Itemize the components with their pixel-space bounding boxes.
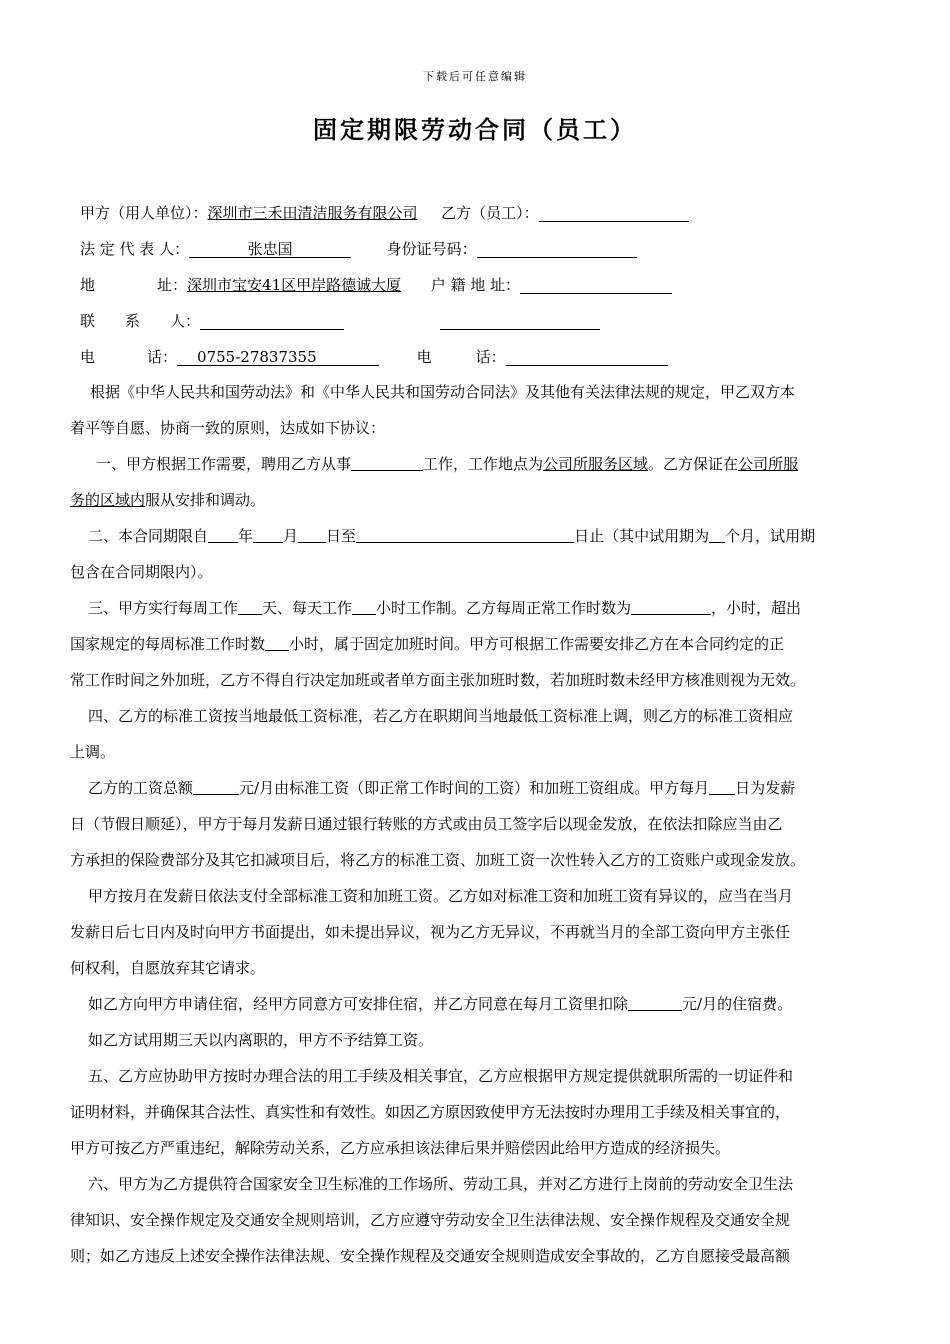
phone-value: 0755-27837355 bbox=[177, 349, 379, 366]
party-a-name: 深圳市三禾田清洁服务有限公司 bbox=[207, 204, 418, 222]
contact-label: 联 系 人： bbox=[80, 312, 201, 330]
housing-fee-blank[interactable] bbox=[628, 996, 682, 1011]
wage-line-1: 乙方的工资总额 元/月由标准工资（即正常工作时间的工资）和加班工资组成。甲方每月 日为发薪 bbox=[88, 779, 796, 797]
clause-4-line-2: 上调。 bbox=[70, 743, 116, 761]
phone-b-label-2: 话： bbox=[475, 348, 506, 366]
clause-4-line-1: 四、乙方的标准工资按当地最低工资标准，若乙方在职期间当地最低工资标准上调，则乙方的标准工资相应 bbox=[88, 707, 794, 725]
wage-dispute-line-1: 甲方按月在发薪日依法支付全部标准工资和加班工资。乙方如对标准工资和加班工资有异议的，应当在当月 bbox=[88, 887, 794, 905]
clause-3-line-1: 三、甲方实行每周工作 天、每天工作 小时工作制。乙方每周正常工作时数为 ，小时，超出 bbox=[88, 599, 802, 617]
wage-total-blank[interactable] bbox=[193, 780, 239, 795]
probation-blank[interactable] bbox=[709, 528, 725, 543]
legal-rep-label: 法 定 代 表 人： bbox=[80, 240, 190, 258]
intro-line-2: 着平等自愿、协商一致的原则，达成如下协议： bbox=[70, 419, 386, 437]
id-label: 身份证号码： bbox=[386, 240, 477, 258]
job-blank[interactable] bbox=[351, 456, 423, 471]
contact-blank-a[interactable] bbox=[200, 313, 344, 330]
clause-6-line-2: 律知识、安全操作规定及交通安全规则培训，乙方应遵守劳动安全卫生法律法规、安全操作规程及交通安全规 bbox=[70, 1211, 791, 1229]
intro-line-1: 根据《中华人民共和国劳动法》和《中华人民共和国劳动合同法》及其他有关法律法规的规定，甲乙双方本 bbox=[90, 383, 796, 401]
clause-3-line-3: 常工作时间之外加班，乙方不得自行决定加班或者单方面主张加班时数，若加班时数未经甲方核准则视为无效。 bbox=[70, 671, 806, 689]
days-blank[interactable] bbox=[238, 600, 262, 615]
contact-row bbox=[80, 310, 600, 331]
start-day-blank[interactable] bbox=[298, 528, 326, 543]
standard-hours-blank[interactable] bbox=[265, 636, 289, 651]
clause-1-line-1: 一、甲方根据工作需要，聘用乙方从事 工作，工作地点为公司所服务区域。乙方保证在公司所服 bbox=[96, 455, 799, 473]
clause-6-line-3: 则；如乙方违反上述安全操作法律法规、安全操作规程及交通安全规则造成安全事故的，乙方自愿接受最高额 bbox=[70, 1247, 791, 1265]
party-a-row bbox=[80, 202, 689, 223]
payday-blank[interactable] bbox=[709, 780, 735, 795]
party-b-name-blank[interactable] bbox=[539, 205, 689, 222]
housing-line: 如乙方向甲方申请住宿，经甲方同意方可安排住宿，并乙方同意在每月工资里扣除 元/月的住宿费。 bbox=[88, 995, 793, 1013]
start-month-blank[interactable] bbox=[253, 528, 283, 543]
id-number-blank[interactable] bbox=[477, 241, 637, 258]
clause-5-line-3: 甲方可按乙方严重违纪，解除劳动关系，乙方应承担该法律后果并赔偿因此给甲方造成的经济损失。 bbox=[70, 1139, 731, 1157]
clause-2-line-1: 二、本合同期限自 年 月 日至 日止（其中试用期为 个月，试用期 bbox=[88, 527, 816, 545]
wage-dispute-line-3: 何权利，自愿放弃其它请求。 bbox=[70, 959, 266, 977]
clause-6-line-1: 六、甲方为乙方提供符合国家安全卫生标准的工作场所、劳动工具，并对乙方进行上岗前的劳动安全卫生法 bbox=[88, 1175, 794, 1193]
phone-label-2: 话： bbox=[147, 348, 178, 366]
clause-2-line-2: 包含在合同期限内）。 bbox=[70, 563, 213, 581]
hours-blank[interactable] bbox=[352, 600, 376, 615]
contact-blank-b[interactable] bbox=[440, 313, 600, 330]
legal-rep-row bbox=[80, 238, 637, 259]
clause-5-line-1: 五、乙方应协助甲方按时办理合法的用工手续及相关事宜，乙方应根据甲方规定提供就职所需的一切证件和 bbox=[88, 1067, 794, 1085]
clause-1-line-2: 务的区域内服从安排和调动。 bbox=[70, 491, 266, 509]
document-title: 固定期限劳动合同（员工） bbox=[313, 116, 637, 144]
address-label-2: 址： bbox=[157, 276, 188, 294]
clause-5-line-2: 证明材料，并确保其合法性、真实性和有效性。如因乙方原因致使甲方无法按时办理用工手续及相关事宜的， bbox=[70, 1103, 791, 1121]
household-blank[interactable] bbox=[520, 277, 672, 294]
contract-body bbox=[70, 374, 880, 1274]
probation-leave-line: 如乙方试用期三天以内离职的，甲方不予结算工资。 bbox=[88, 1031, 434, 1049]
wage-line-2: 日（节假日顺延），甲方于每月发薪日通过银行转账的方式或由员工签字后以现金发放，在依法扣除应当由乙 bbox=[70, 815, 783, 833]
phone-b-label-1: 电 bbox=[416, 348, 432, 366]
household-label: 户 籍 地 址： bbox=[430, 276, 520, 294]
weekly-hours-blank[interactable] bbox=[631, 600, 711, 615]
end-date-blank[interactable] bbox=[356, 528, 574, 543]
phone-b-blank[interactable] bbox=[506, 349, 668, 366]
party-b-label: 乙方（员工）： bbox=[441, 204, 539, 222]
address-row bbox=[80, 274, 672, 295]
phone-row bbox=[80, 346, 668, 367]
wage-dispute-line-2: 发薪日后七日内及时向甲方书面提出，如未提出异议，视为乙方无异议，不再就当月的全部工资向甲方主张任 bbox=[70, 923, 791, 941]
address-label-1: 地 bbox=[80, 276, 96, 294]
clause-3-line-2: 国家规定的每周标准工作时数 小时，属于固定加班时间。甲方可根据工作需要安排乙方在本合同约定的正 bbox=[70, 635, 785, 653]
legal-rep-name: 张忠国 bbox=[189, 241, 351, 258]
header-note: 下载后可任意编辑 bbox=[423, 70, 527, 83]
party-a-label: 甲方（用人单位）： bbox=[80, 204, 208, 222]
wage-line-3: 方承担的保险费部分及其它扣减项目后，将乙方的标准工资、加班工资一次性转入乙方的工资账户或现金发放。 bbox=[70, 851, 806, 869]
phone-label-1: 电 bbox=[80, 348, 96, 366]
start-year-blank[interactable] bbox=[208, 528, 238, 543]
address-value: 深圳市宝安41区甲岸路德诚大厦 bbox=[187, 276, 402, 294]
